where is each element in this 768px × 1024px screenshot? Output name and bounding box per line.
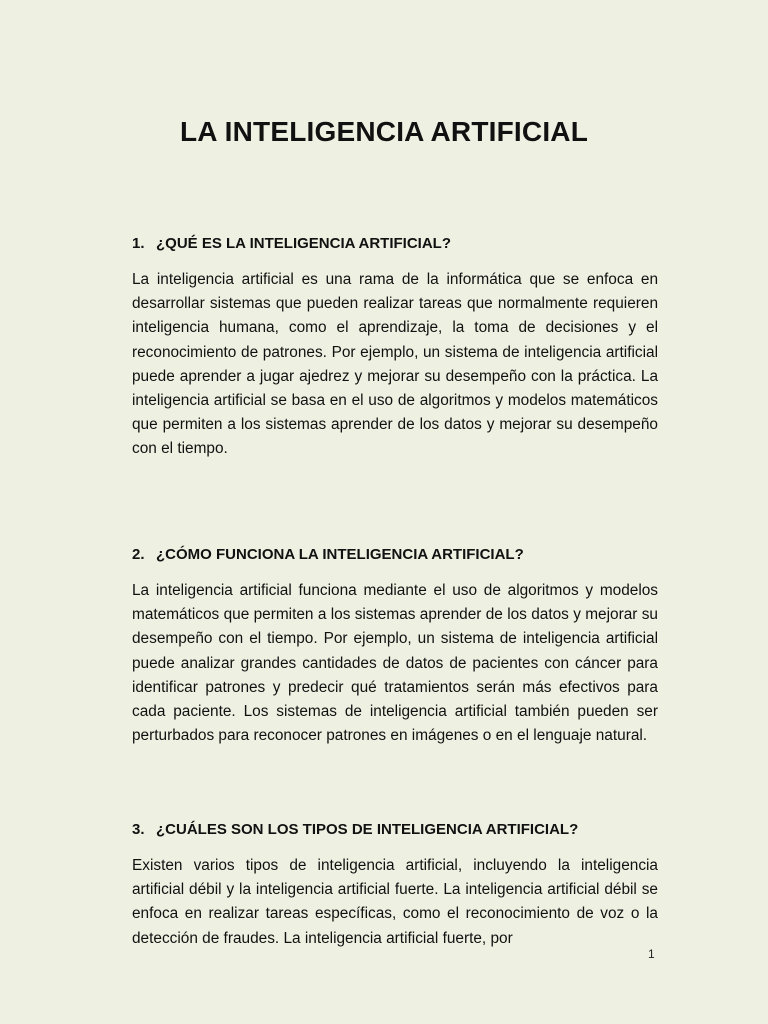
section-number: 3.: [132, 821, 145, 838]
section-1: [132, 234, 658, 462]
section-2: [132, 545, 658, 748]
page-number: 1: [648, 947, 655, 961]
document-title: LA INTELIGENCIA ARTIFICIAL: [179, 116, 589, 147]
section-heading-text: ¿CÓMO FUNCIONA LA INTELIGENCIA ARTIFICIAL?: [156, 546, 524, 563]
section-3: [132, 820, 658, 951]
section-heading: [132, 234, 658, 254]
section-heading: [132, 545, 658, 565]
section-heading-text: ¿QUÉ ES LA INTELIGENCIA ARTIFICIAL?: [156, 235, 451, 252]
section-heading-text: ¿CUÁLES SON LOS TIPOS DE INTELIGENCIA ARTIFICIAL?: [156, 821, 579, 838]
section-number: 2.: [132, 546, 145, 563]
section-body: La inteligencia artificial funciona mediante el uso de algoritmos y modelos matemáticos que permiten a los sistemas aprender de los datos y mejorar su desempeño con el tiempo. Por ejemplo, un sistema de inteligencia artificial puede analizar grandes cantidades de datos de pacientes con cáncer para identificar patrones y predecir qué tratamientos serán más efectivos para cada paciente. Los sistemas de inteligencia artificial también pueden ser perturbados para reconocer patrones en imágenes o en el lenguaje natural.: [132, 582, 658, 745]
section-body: La inteligencia artificial es una rama de la informática que se enfoca en desarrollar sistemas que pueden realizar tareas que normalmente requieren inteligencia humana, como el aprendizaje, la toma de decisiones y el reconocimiento de patrones. Por ejemplo, un sistema de inteligencia artificial puede aprender a jugar ajedrez y mejorar su desempeño con la práctica. La inteligencia artificial se basa en el uso de algoritmos y modelos matemáticos que permiten a los sistemas aprender de los datos y mejorar su desempeño con el tiempo.: [132, 271, 658, 458]
section-heading: [132, 820, 658, 840]
section-body: Existen varios tipos de inteligencia artificial, incluyendo la inteligencia artificial débil y la inteligencia artificial fuerte. La inteligencia artificial débil se enfoca en realizar tareas específicas, como el reconocimiento de voz o la detección de fraudes. La inteligencia artificial fuerte, por: [132, 857, 658, 947]
section-number: 1.: [132, 235, 145, 252]
